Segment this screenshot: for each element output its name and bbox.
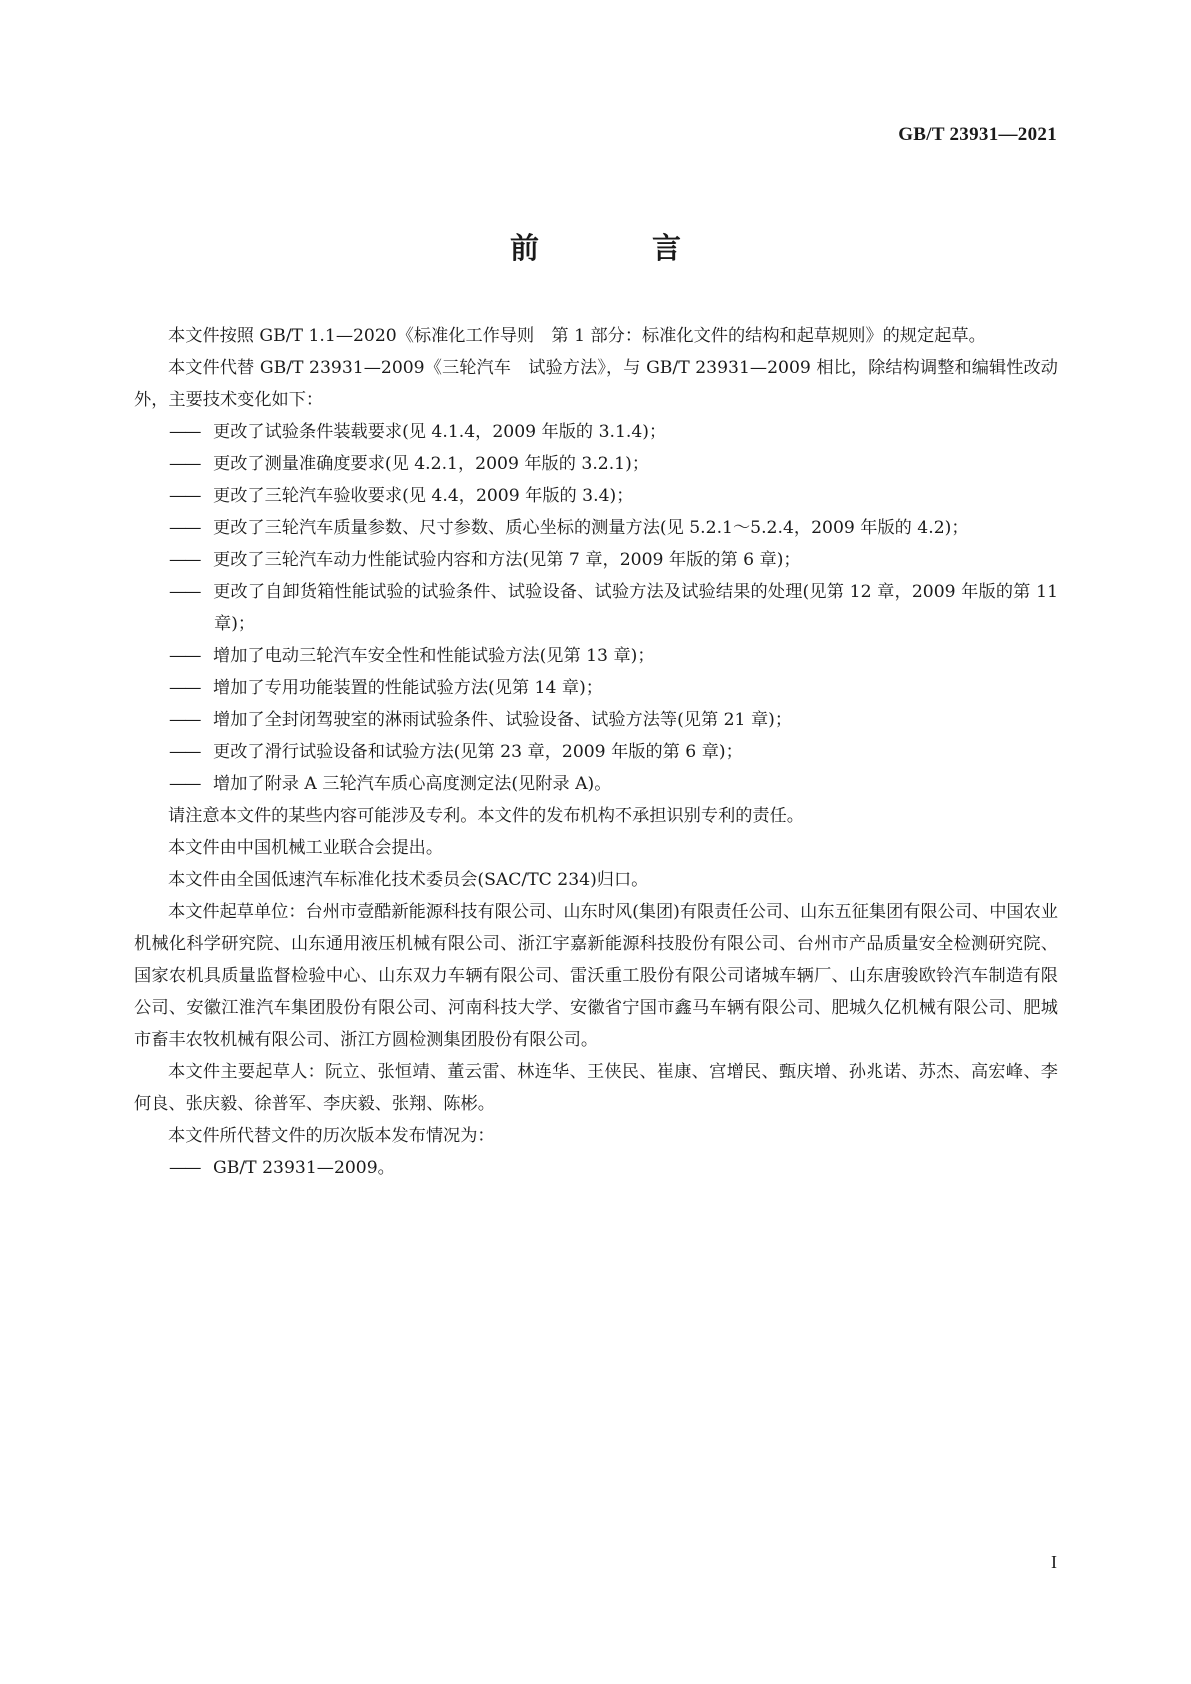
list-item: [134, 768, 1058, 800]
list-dash: ——: [169, 422, 200, 442]
list-item: [134, 736, 1058, 768]
history-list: [134, 1152, 1058, 1184]
list-item-text: 更改了测量准确度要求(见 4.2.1，2009 年版的 3.2.1)；: [213, 454, 650, 474]
list-item-text: 更改了三轮汽车质量参数、尺寸参数、质心坐标的测量方法(见 5.2.1～5.2.4，2009 年版的 4.2)；: [213, 518, 969, 538]
list-item: [134, 672, 1058, 704]
paragraph-committee: 本文件由全国低速汽车标准化技术委员会(SAC/TC 234)归口。: [168, 870, 649, 890]
list-item: [134, 576, 1058, 640]
list-dash: ——: [169, 454, 200, 474]
list-dash: ——: [169, 742, 200, 762]
paragraph-drafting-units: 本文件起草单位：台州市壹酷新能源科技有限公司、山东时风(集团)有限责任公司、山东五征集团有限公司、中国农业机械化科学研究院、山东通用液压机械有限公司、浙江宇嘉新能源科技股份有限公司、台州市产品质量安全检测研究院、国家农机具质量监督检验中心、山东双力车辆有限公司、雷沃重工股份有限公司诸城车辆厂、山东唐骏欧铃汽车制造有限公司、安徽江淮汽车集团股份有限公司、河南科技大学、安徽省宁国市鑫马车辆有限公司、肥城久亿机械有限公司、肥城市畜丰农牧机械有限公司、浙江方圆检测集团股份有限公司。: [134, 902, 1058, 1050]
page-number: I: [1051, 1552, 1057, 1572]
paragraph-proposer: 本文件由中国机械工业联合会提出。: [168, 838, 444, 858]
list-dash: ——: [169, 1158, 200, 1178]
list-item-text: 更改了三轮汽车动力性能试验内容和方法(见第 7 章，2009 年版的第 6 章)；: [213, 550, 801, 570]
list-dash: ——: [169, 550, 200, 570]
list-dash: ——: [169, 774, 200, 794]
page-title: 前 言: [509, 231, 723, 265]
list-dash: ——: [169, 710, 200, 730]
paragraph-drafting-rules: 本文件按照 GB/T 1.1—2020《标准化工作导则 第 1 部分：标准化文件的结构和起草规则》的规定起草。: [168, 326, 986, 346]
paragraph-patent-notice: 请注意本文件的某些内容可能涉及专利。本文件的发布机构不承担识别专利的责任。: [168, 806, 804, 826]
paragraph-drafters: 本文件主要起草人：阮立、张恒靖、董云雷、林连华、王侠民、崔康、宫增民、甄庆增、孙兆诺、苏杰、高宏峰、李何良、张庆毅、徐普军、李庆毅、张翔、陈彬。: [134, 1062, 1058, 1114]
list-item-text: 增加了全封闭驾驶室的淋雨试验条件、试验设备、试验方法等(见第 21 章)；: [213, 710, 793, 730]
list-item-text: 更改了自卸货箱性能试验的试验条件、试验设备、试验方法及试验结果的处理(见第 12 章，2009 年版的第 11 章)；: [213, 582, 1058, 634]
list-item-text: 更改了三轮汽车验收要求(见 4.4，2009 年版的 3.4)；: [213, 486, 634, 506]
list-item-text: 更改了滑行试验设备和试验方法(见第 23 章，2009 年版的第 6 章)；: [213, 742, 743, 762]
list-dash: ——: [169, 582, 200, 602]
list-item-text: 增加了附录 A 三轮汽车质心高度测定法(见附录 A)。: [213, 774, 612, 794]
list-item-text: 增加了电动三轮汽车安全性和性能试验方法(见第 13 章)；: [213, 646, 655, 666]
list-item: [134, 448, 1058, 480]
list-item-text: GB/T 23931—2009。: [213, 1158, 395, 1178]
list-item: [134, 704, 1058, 736]
list-dash: ——: [169, 486, 200, 506]
list-item: [134, 480, 1058, 512]
changes-list: [134, 416, 1058, 800]
paragraph-history-intro: 本文件所代替文件的历次版本发布情况为：: [168, 1126, 495, 1146]
list-item-text: 增加了专用功能装置的性能试验方法(见第 14 章)；: [213, 678, 603, 698]
list-item: [134, 416, 1058, 448]
list-item: [134, 512, 1058, 544]
list-item-text: 更改了试验条件装载要求(见 4.1.4，2009 年版的 3.1.4)；: [213, 422, 667, 442]
document-body: [134, 320, 1058, 1184]
paragraph-replacement: 本文件代替 GB/T 23931—2009《三轮汽车 试验方法》，与 GB/T 23931—2009 相比，除结构调整和编辑性改动外，主要技术变化如下：: [134, 358, 1058, 410]
list-item: [134, 544, 1058, 576]
standard-code: GB/T 23931—2021: [898, 124, 1057, 145]
list-dash: ——: [169, 678, 200, 698]
list-dash: ——: [169, 518, 200, 538]
list-item: [134, 640, 1058, 672]
list-dash: ——: [169, 646, 200, 666]
list-item: [134, 1152, 1058, 1184]
